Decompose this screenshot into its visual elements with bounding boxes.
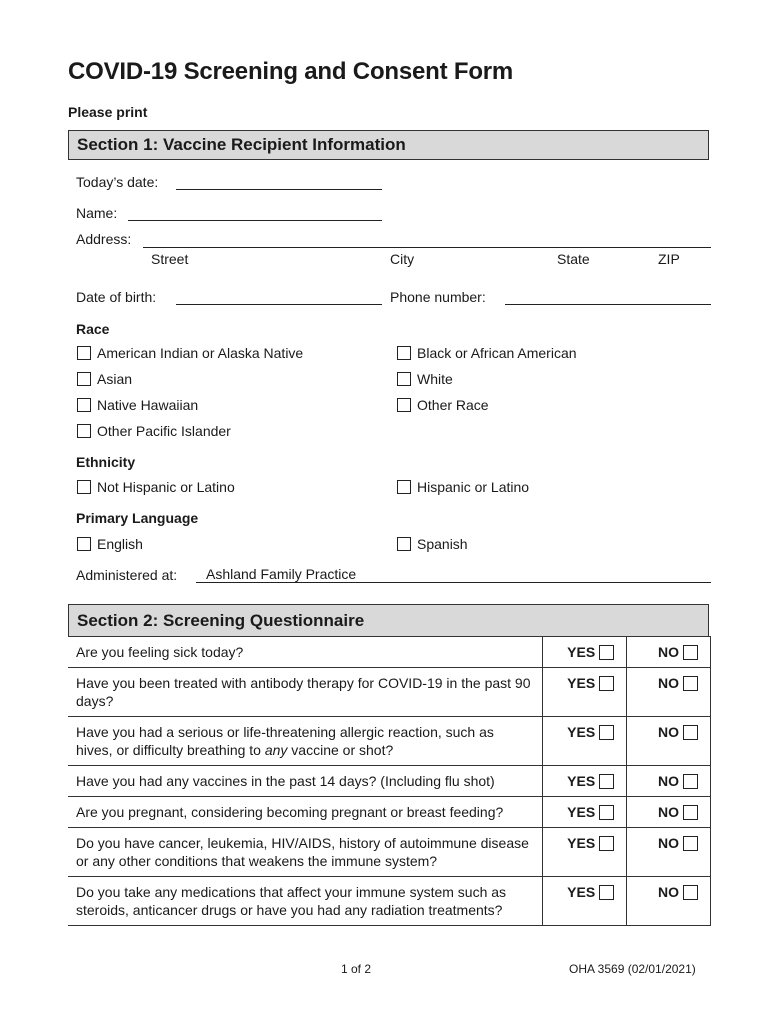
address-street-caption: Street bbox=[151, 251, 189, 267]
screening-questionnaire bbox=[68, 636, 711, 926]
no-checkbox[interactable] bbox=[683, 645, 698, 660]
checkbox[interactable] bbox=[77, 346, 91, 360]
checkbox[interactable] bbox=[397, 398, 411, 412]
yes-checkbox[interactable] bbox=[599, 676, 614, 691]
race-option-asian[interactable]: Asian bbox=[77, 371, 132, 387]
yes-label: YES bbox=[567, 644, 596, 660]
address-label: Address: bbox=[76, 231, 132, 247]
language-option-english[interactable]: English bbox=[77, 536, 143, 552]
question-row bbox=[68, 828, 711, 877]
todays-date-field[interactable] bbox=[176, 189, 382, 190]
checkbox[interactable] bbox=[77, 424, 91, 438]
no-label: NO bbox=[658, 804, 679, 820]
no-label: NO bbox=[658, 884, 679, 900]
yes-checkbox[interactable] bbox=[599, 805, 614, 820]
question-row bbox=[68, 797, 711, 828]
no-answer-cell[interactable] bbox=[627, 717, 711, 766]
yes-label: YES bbox=[567, 835, 596, 851]
question-row bbox=[68, 668, 711, 717]
no-answer-cell[interactable] bbox=[627, 637, 711, 668]
address-city-caption: City bbox=[390, 251, 415, 267]
race-option-native-hawaiian[interactable]: Native Hawaiian bbox=[77, 397, 198, 413]
ethnicity-option-hispanic[interactable]: Hispanic or Latino bbox=[397, 479, 529, 495]
name-field[interactable] bbox=[128, 220, 382, 221]
no-answer-cell[interactable] bbox=[627, 668, 711, 717]
race-option-other-pacific-islander[interactable]: Other Pacific Islander bbox=[77, 423, 231, 439]
yes-answer-cell[interactable] bbox=[543, 766, 627, 797]
question-text: Do you have cancer, leukemia, HIV/AIDS, history of autoimmune disease or any other conditions that weakens the immune system? bbox=[68, 828, 543, 877]
yes-label: YES bbox=[567, 804, 596, 820]
address-zip-caption: ZIP bbox=[658, 251, 680, 267]
page-number: 1 of 2 bbox=[341, 962, 372, 976]
no-checkbox[interactable] bbox=[683, 725, 698, 740]
todays-date-label: Today’s date: bbox=[76, 174, 159, 190]
yes-answer-cell[interactable] bbox=[543, 877, 627, 926]
question-text: Are you pregnant, considering becoming pregnant or breast feeding? bbox=[68, 797, 543, 828]
yes-answer-cell[interactable] bbox=[543, 668, 627, 717]
question-row bbox=[68, 717, 711, 766]
checkbox[interactable] bbox=[77, 398, 91, 412]
form-id: OHA 3569 (02/01/2021) bbox=[569, 962, 696, 976]
please-print-note: Please print bbox=[68, 104, 148, 120]
section2-heading: Section 2: Screening Questionnaire bbox=[68, 604, 709, 637]
no-label: NO bbox=[658, 724, 679, 740]
phone-label: Phone number: bbox=[390, 289, 486, 305]
question-text: Are you feeling sick today? bbox=[68, 637, 543, 668]
question-text: Have you had any vaccines in the past 14 days? (Including flu shot) bbox=[68, 766, 543, 797]
no-checkbox[interactable] bbox=[683, 885, 698, 900]
administered-value: Ashland Family Practice bbox=[206, 566, 357, 582]
yes-checkbox[interactable] bbox=[599, 725, 614, 740]
race-option-other-race[interactable]: Other Race bbox=[397, 397, 489, 413]
no-answer-cell[interactable] bbox=[627, 828, 711, 877]
checkbox[interactable] bbox=[397, 480, 411, 494]
yes-label: YES bbox=[567, 773, 596, 789]
checkbox[interactable] bbox=[77, 372, 91, 386]
dob-field[interactable] bbox=[176, 304, 382, 305]
language-heading: Primary Language bbox=[76, 510, 199, 526]
yes-checkbox[interactable] bbox=[599, 885, 614, 900]
yes-checkbox[interactable] bbox=[599, 645, 614, 660]
no-answer-cell[interactable] bbox=[627, 766, 711, 797]
administered-label: Administered at: bbox=[76, 567, 178, 583]
section1-heading: Section 1: Vaccine Recipient Information bbox=[68, 130, 709, 160]
question-text: Have you been treated with antibody therapy for COVID-19 in the past 90 days? bbox=[68, 668, 543, 717]
race-option-black[interactable]: Black or African American bbox=[397, 345, 577, 361]
question-row bbox=[68, 766, 711, 797]
administered-field[interactable] bbox=[196, 582, 711, 583]
yes-label: YES bbox=[567, 884, 596, 900]
no-checkbox[interactable] bbox=[683, 676, 698, 691]
no-label: NO bbox=[658, 773, 679, 789]
question-row bbox=[68, 637, 711, 668]
checkbox[interactable] bbox=[77, 480, 91, 494]
no-checkbox[interactable] bbox=[683, 805, 698, 820]
yes-answer-cell[interactable] bbox=[543, 637, 627, 668]
checkbox[interactable] bbox=[77, 537, 91, 551]
page-title: COVID-19 Screening and Consent Form bbox=[68, 58, 514, 85]
language-option-spanish[interactable]: Spanish bbox=[397, 536, 468, 552]
phone-field[interactable] bbox=[505, 304, 711, 305]
checkbox[interactable] bbox=[397, 537, 411, 551]
yes-label: YES bbox=[567, 724, 596, 740]
name-label: Name: bbox=[76, 205, 118, 221]
dob-label: Date of birth: bbox=[76, 289, 157, 305]
address-state-caption: State bbox=[557, 251, 590, 267]
yes-checkbox[interactable] bbox=[599, 836, 614, 851]
no-label: NO bbox=[658, 644, 679, 660]
question-row bbox=[68, 877, 711, 926]
yes-checkbox[interactable] bbox=[599, 774, 614, 789]
no-checkbox[interactable] bbox=[683, 774, 698, 789]
checkbox[interactable] bbox=[397, 372, 411, 386]
yes-answer-cell[interactable] bbox=[543, 717, 627, 766]
yes-answer-cell[interactable] bbox=[543, 828, 627, 877]
checkbox[interactable] bbox=[397, 346, 411, 360]
no-checkbox[interactable] bbox=[683, 836, 698, 851]
no-answer-cell[interactable] bbox=[627, 877, 711, 926]
race-option-american-indian[interactable]: American Indian or Alaska Native bbox=[77, 345, 303, 361]
ethnicity-option-not-hispanic[interactable]: Not Hispanic or Latino bbox=[77, 479, 235, 495]
address-field[interactable] bbox=[143, 247, 711, 248]
yes-label: YES bbox=[567, 675, 596, 691]
ethnicity-heading: Ethnicity bbox=[76, 454, 136, 470]
no-label: NO bbox=[658, 835, 679, 851]
race-heading: Race bbox=[76, 321, 110, 337]
question-text: Do you take any medications that affect your immune system such as steroids, anticancer drugs or have you had any radiation treatments? bbox=[68, 877, 543, 926]
no-label: NO bbox=[658, 675, 679, 691]
yes-answer-cell[interactable] bbox=[543, 797, 627, 828]
no-answer-cell[interactable] bbox=[627, 797, 711, 828]
race-option-white[interactable]: White bbox=[397, 371, 453, 387]
question-text: Have you had a serious or life-threatening allergic reaction, such as hives, or difficulty breathing to any vaccine or shot? bbox=[68, 717, 543, 766]
